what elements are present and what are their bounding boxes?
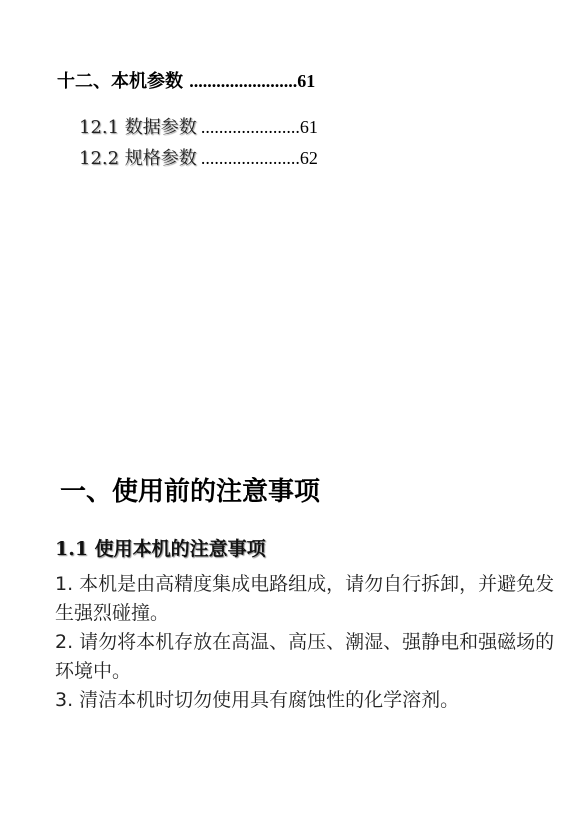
toc-page-number: 61 xyxy=(297,71,316,91)
paragraph: 2. 请勿将本机存放在高温、高压、潮湿、强静电和强磁场的环境中。 xyxy=(55,631,555,682)
toc-leader-dots: ...................... xyxy=(200,148,300,168)
chapter-title: 一、使用前的注意事项 xyxy=(60,477,321,507)
section-body xyxy=(55,570,555,715)
toc-entry-sub[interactable] xyxy=(79,115,318,140)
toc-entry-label: 十二、本机参数 xyxy=(57,71,183,92)
toc-entry-label: 12.2 规格参数 xyxy=(79,148,197,169)
toc-page-number: 61 xyxy=(299,117,318,137)
section-title: 1.1 使用本机的注意事项 xyxy=(55,538,266,560)
paragraph: 3. 清洁本机时切勿使用具有腐蚀性的化学溶剂。 xyxy=(55,689,460,711)
paragraph: 1. 本机是由高精度集成电路组成，请勿自行拆卸，并避免发生强烈碰撞。 xyxy=(55,573,555,624)
toc-entry-label: 12.1 数据参数 xyxy=(79,117,197,138)
toc-leader-dots: ...................... xyxy=(200,117,300,137)
toc-leader-dots: ........................ xyxy=(189,71,298,91)
toc-entry-main[interactable] xyxy=(57,68,315,95)
toc-entry-sub[interactable] xyxy=(79,146,318,171)
toc-page-number: 62 xyxy=(299,148,318,168)
